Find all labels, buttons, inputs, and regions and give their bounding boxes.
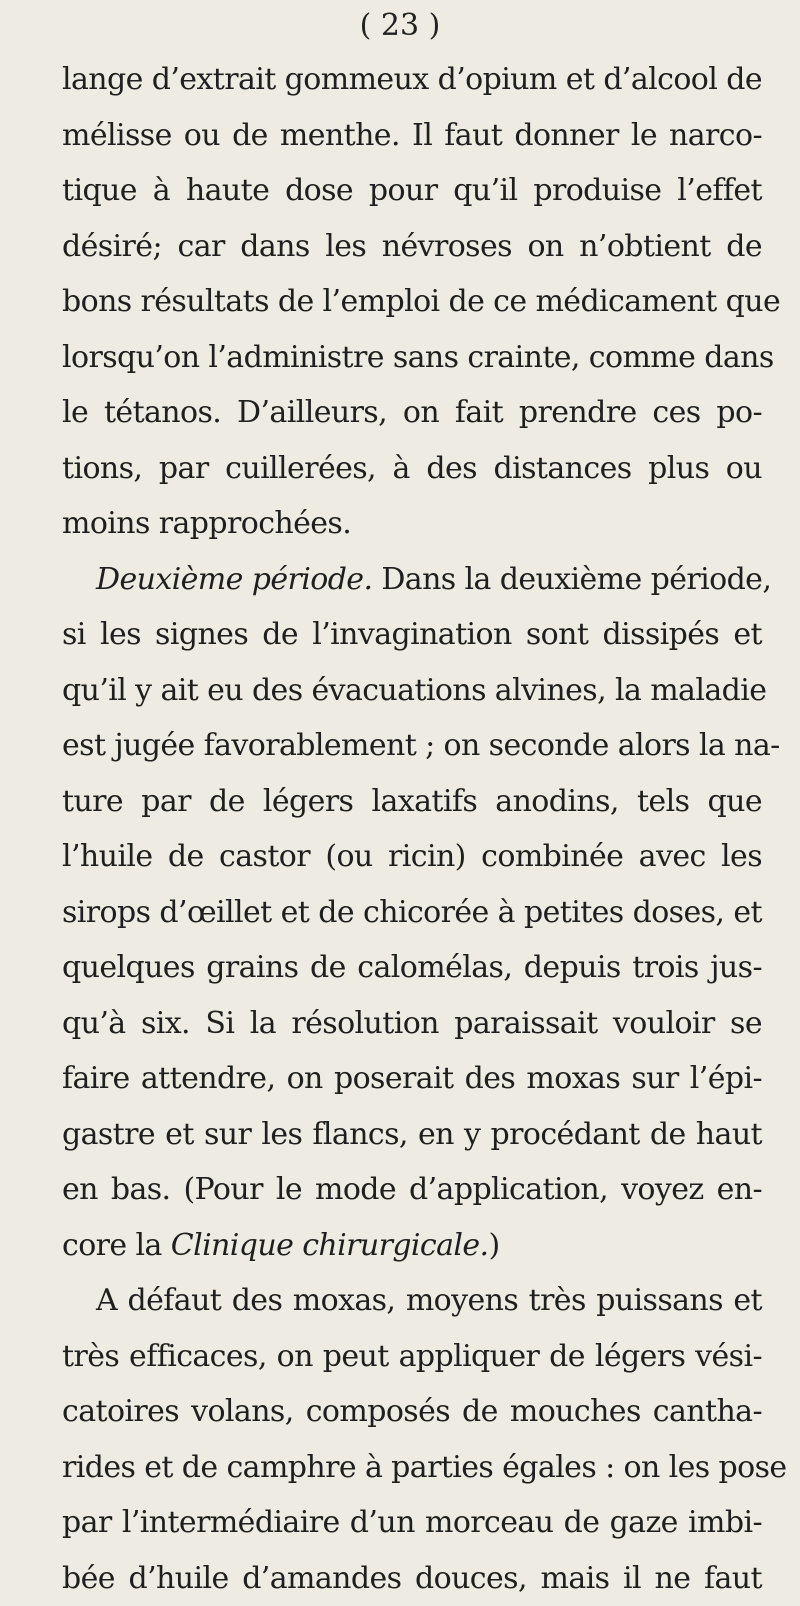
text-line: tique à haute dose pour qu’il produise l’effet	[62, 163, 762, 219]
book-title-italic: Clinique chirurgicale.	[171, 1228, 489, 1263]
text-line: qu’à six. Si la résolution paraissait vouloir se	[62, 996, 762, 1052]
paragraph-start-line: A défaut des moxas, moyens très puissans et	[62, 1273, 762, 1329]
text-line: est jugée favorablement ; on seconde alors la na-	[62, 718, 762, 774]
text-line	[62, 1218, 762, 1274]
text-line: moins rapprochées.	[62, 496, 762, 552]
text-line: faire attendre, on poserait des moxas sur l’épi-	[62, 1051, 762, 1107]
text-segment: core la	[62, 1228, 171, 1263]
text-line: lorsqu’on l’administre sans crainte, comme dans	[62, 330, 762, 386]
text-segment: Dans la deuxième période,	[372, 562, 771, 597]
text-line: bée d’huile d’amandes douces, mais il ne faut	[62, 1551, 762, 1606]
text-line: par l’intermédiaire d’un morceau de gaze imbi-	[62, 1495, 762, 1551]
text-line: quelques grains de calomélas, depuis trois jus-	[62, 940, 762, 996]
text-line: désiré; car dans les névroses on n’obtient de	[62, 219, 762, 275]
text-line: tions, par cuillerées, à des distances plus ou	[62, 441, 762, 497]
text-line: en bas. (Pour le mode d’application, voyez en-	[62, 1162, 762, 1218]
section-heading-italic: Deuxième période.	[96, 562, 372, 597]
text-line: gastre et sur les flancs, en y procédant de haut	[62, 1107, 762, 1163]
text-line: l’huile de castor (ou ricin) combinée avec les	[62, 829, 762, 885]
text-line: catoires volans, composés de mouches cantha-	[62, 1384, 762, 1440]
text-line: le tétanos. D’ailleurs, on fait prendre ces po-	[62, 385, 762, 441]
text-line: mélisse ou de menthe. Il faut donner le narco-	[62, 108, 762, 164]
paragraph-start-line	[62, 552, 762, 608]
text-line: si les signes de l’invagination sont dissipés et	[62, 607, 762, 663]
body-text	[62, 52, 762, 1606]
text-line: qu’il y ait eu des évacuations alvines, la maladie	[62, 663, 762, 719]
text-segment: )	[489, 1228, 500, 1263]
text-line: lange d’extrait gommeux d’opium et d’alcool de	[62, 52, 762, 108]
text-line: rides et de camphre à parties égales : on les pose	[62, 1440, 762, 1496]
text-line: très efficaces, on peut appliquer de légers vési-	[62, 1329, 762, 1385]
text-line: sirops d’œillet et de chicorée à petites doses, et	[62, 885, 762, 941]
text-line: bons résultats de l’emploi de ce médicament que	[62, 274, 762, 330]
text-line: ture par de légers laxatifs anodins, tels que	[62, 774, 762, 830]
page-number: ( 23 )	[0, 6, 800, 46]
